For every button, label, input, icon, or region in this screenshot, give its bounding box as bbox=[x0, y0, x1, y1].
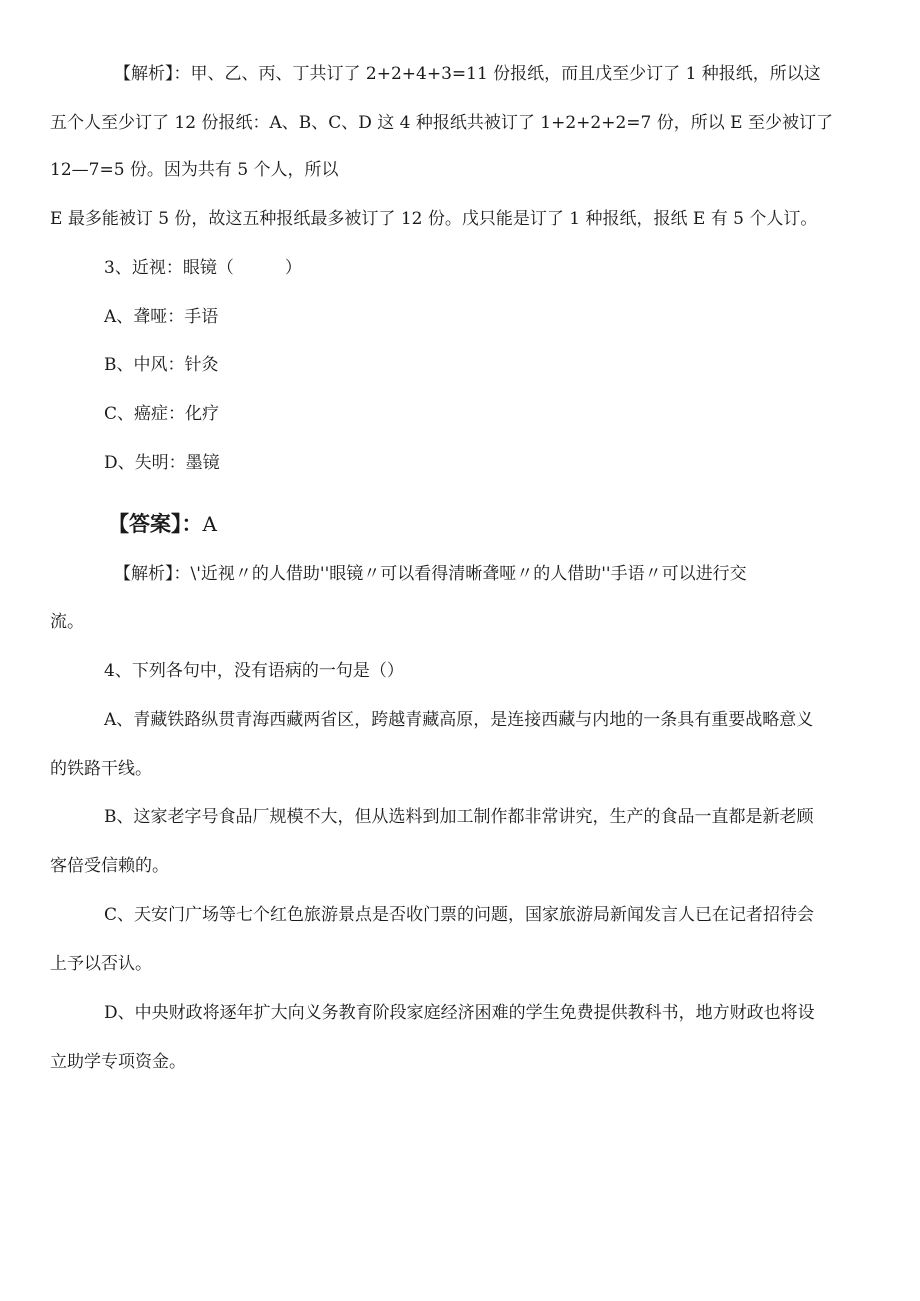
answer-label: 【答案】： bbox=[108, 512, 203, 536]
question-4-option-b-line-2: 客倍受信赖的。 bbox=[50, 856, 169, 876]
question-4-option-b-line-1: B、这家老字号食品厂规模不大，但从选料到加工制作都非常讲究，生产的食品一直都是新老顾 bbox=[104, 807, 814, 827]
question-3-option-d: D、失明：墨镜 bbox=[104, 453, 220, 473]
question-4-option-d-line-1: D、中央财政将逐年扩大向义务教育阶段家庭经济困难的学生免费提供教科书，地方财政也将设 bbox=[104, 1003, 815, 1023]
analysis-line-3: 12—7=5 份。因为共有 5 个人，所以 bbox=[50, 160, 339, 180]
answer-value: A bbox=[202, 512, 217, 536]
question-3-answer bbox=[108, 510, 217, 538]
question-4-option-c-line-2: 上予以否认。 bbox=[50, 954, 152, 974]
question-4-option-c-line-1: C、天安门广场等七个红色旅游景点是否收门票的问题，国家旅游局新闻发言人已在记者招待会 bbox=[104, 905, 815, 925]
question-3-option-c: C、癌症：化疗 bbox=[104, 404, 220, 424]
question-3-analysis-line-2: 流。 bbox=[50, 612, 84, 632]
question-4-stem: 4、下列各句中，没有语病的一句是（） bbox=[104, 661, 404, 681]
question-4-option-d-line-2: 立助学专项资金。 bbox=[50, 1052, 186, 1072]
question-3-option-b: B、中风：针灸 bbox=[104, 355, 219, 375]
analysis-line-2: 五个人至少订了 12 份报纸：A、B、C、D 这 4 种报纸共被订了 1+2+2+2=7 份，所以 E 至少被订了 bbox=[50, 113, 833, 133]
question-3-analysis-line-1: 【解析】：\'近视〃的人借助''眼镜〃可以看得清晰聋哑〃的人借助''手语〃可以进行交 bbox=[114, 564, 747, 584]
question-4-option-a-line-2: 的铁路干线。 bbox=[50, 759, 152, 779]
question-3-option-a: A、聋哑：手语 bbox=[104, 307, 219, 327]
analysis-line-4: E 最多能被订 5 份，故这五种报纸最多被订了 12 份。戊只能是订了 1 种报纸，报纸 E 有 5 个人订。 bbox=[50, 209, 818, 229]
question-3-stem: 3、近视：眼镜（ ） bbox=[104, 258, 302, 278]
analysis-line-1: 【解析】：甲、乙、丙、丁共订了 2+2+4+3=11 份报纸，而且戊至少订了 1 种报纸，所以这 bbox=[114, 64, 821, 84]
question-4-option-a-line-1: A、青藏铁路纵贯青海西藏两省区，跨越青藏高原，是连接西藏与内地的一条具有重要战略意义 bbox=[104, 710, 814, 730]
